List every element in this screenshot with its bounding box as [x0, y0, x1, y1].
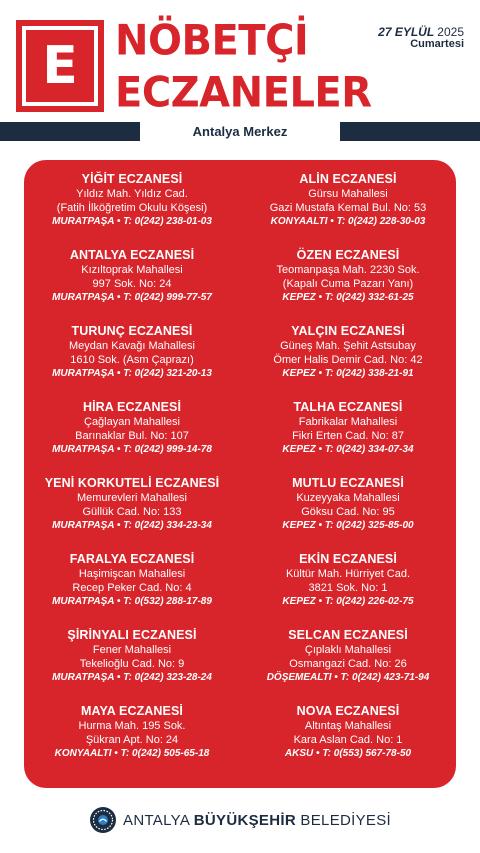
pharmacy-address-line: Gazi Mustafa Kemal Bul. No: 53	[269, 202, 427, 214]
pharmacy-entry	[240, 248, 456, 324]
pharmacy-phone: KEPEZ • T: 0(242) 226-02-75	[282, 596, 414, 607]
pharmacy-name: YALÇIN ECZANESİ	[291, 324, 405, 338]
pharmacy-entry	[240, 476, 456, 552]
pharmacy-name: FARALYA ECZANESİ	[69, 552, 195, 566]
pharmacy-phone: KEPEZ • T: 0(242) 338-21-91	[282, 368, 414, 379]
pharmacy-address-line: Güllük Cad. No: 133	[82, 506, 182, 518]
pharmacy-phone: MURATPAŞA • T: 0(242) 334-23-34	[52, 520, 212, 531]
logo-e-letter: E	[42, 36, 78, 96]
pharmacy-phone: AKSU • T: 0(553) 567-78-50	[284, 748, 412, 759]
pharmacy-address-line: Fabrikalar Mahallesi	[298, 416, 398, 428]
pharmacy-phone: MURATPAŞA • T: 0(242) 999-77-57	[52, 292, 212, 303]
pharmacy-address-line: Gürsu Mahallesi	[308, 188, 388, 200]
pharmacy-entry	[24, 552, 240, 628]
pharmacy-entry	[24, 628, 240, 704]
pharmacy-entry	[240, 324, 456, 400]
pharmacy-entry	[240, 552, 456, 628]
pharmacy-entry	[240, 704, 456, 780]
pharmacy-name: MAYA ECZANESİ	[80, 704, 184, 718]
pharmacy-name: SELCAN ECZANESİ	[288, 628, 408, 642]
logo-e-frame	[22, 26, 98, 106]
pharmacy-phone: KONYAALTI • T: 0(242) 228-30-03	[270, 216, 426, 227]
date-line	[378, 26, 464, 39]
pharmacy-entry	[24, 172, 240, 248]
pharmacy-address-line: Fener Mahallesi	[92, 644, 172, 656]
pharmacy-address-line: 997 Sok. No: 24	[92, 278, 172, 290]
footer-org-part3: BELEDİYESİ	[295, 811, 391, 829]
pharmacy-address-line: Kızıltoprak Mahallesi	[81, 264, 183, 276]
pharmacy-entry	[24, 704, 240, 780]
pharmacy-address-line: Memurevleri Mahallesi	[76, 492, 188, 504]
pharmacy-phone: KEPEZ • T: 0(242) 334-07-34	[282, 444, 414, 455]
pharmacy-address-line: Tekelioğlu Cad. No: 9	[79, 658, 185, 670]
pharmacy-address-line: Şükran Apt. No: 24	[85, 734, 179, 746]
footer-org-part1: ANTALYA	[123, 811, 194, 829]
pharmacy-phone: MURATPAŞA • T: 0(242) 323-28-24	[52, 672, 212, 683]
pharmacy-address-line: Meydan Kavağı Mahallesi	[69, 340, 195, 352]
pharmacy-address-line: (Fatih İlköğretim Okulu Köşesi)	[56, 202, 208, 214]
pharmacy-phone: KONYAALTI • T: 0(242) 505-65-18	[54, 748, 210, 759]
logo-e-box	[16, 20, 104, 112]
page-title-line-2: ECZANELER	[115, 68, 372, 118]
pharmacy-phone: MURATPAŞA • T: 0(242) 999-14-78	[52, 444, 212, 455]
pharmacy-address-line: Güneş Mah. Şehit Astsubay	[280, 340, 416, 352]
pharmacy-address-line: Teomanpaşa Mah. 2230 Sok.	[276, 264, 420, 276]
date-day-month: 27 EYLÜL	[378, 25, 434, 39]
pharmacy-name: NOVA ECZANESİ	[296, 704, 400, 718]
pharmacy-address-line: Göksu Cad. No: 95	[301, 506, 395, 518]
pharmacy-phone: KEPEZ • T: 0(242) 325-85-00	[282, 520, 414, 531]
pharmacy-name: ANTALYA ECZANESİ	[69, 248, 195, 262]
footer	[0, 800, 480, 840]
pharmacy-name: MUTLU ECZANESİ	[292, 476, 404, 490]
pharmacy-entry	[240, 628, 456, 704]
pharmacy-phone: MURATPAŞA • T: 0(242) 321-20-13	[52, 368, 212, 379]
pharmacy-phone: MURATPAŞA • T: 0(532) 288-17-89	[52, 596, 212, 607]
pharmacy-address-line: Ömer Halis Demir Cad. No: 42	[273, 354, 423, 366]
pharmacy-address-line: (Kapalı Cuma Pazarı Yanı)	[282, 278, 414, 290]
pharmacy-name: HİRA ECZANESİ	[82, 400, 182, 414]
footer-org-part2: BÜYÜKŞEHİR	[193, 811, 296, 829]
pharmacy-address-line: Osmangazi Cad. No: 26	[289, 658, 407, 670]
pharmacy-phone: MURATPAŞA • T: 0(242) 238-01-03	[52, 216, 212, 227]
pharmacy-entry	[240, 172, 456, 248]
pharmacy-name: YİĞİT ECZANESİ	[81, 172, 183, 186]
pharmacy-address-line: Barınaklar Bul. No: 107	[75, 430, 189, 442]
pharmacy-address-line: 1610 Sok. (Asm Çaprazı)	[70, 354, 194, 366]
pharmacy-name: TURUNÇ ECZANESİ	[71, 324, 193, 338]
region-label: Antalya Merkez	[140, 122, 340, 141]
date-weekday: Cumartesi	[410, 37, 464, 50]
pharmacy-address-line: Hurma Mah. 195 Sok.	[78, 720, 186, 732]
page-title-line-1: NÖBETÇİ	[115, 16, 309, 66]
pharmacy-address-line: Yıldız Mah. Yıldız Cad.	[76, 188, 188, 200]
pharmacy-entry	[24, 248, 240, 324]
pharmacy-address-line: Çıplaklı Mahallesi	[304, 644, 392, 656]
pharmacy-phone: DÖŞEMEALTI • T: 0(242) 423-71-94	[266, 672, 430, 683]
pharmacy-name: YENİ KORKUTELİ ECZANESİ	[44, 476, 220, 490]
pharmacy-card	[24, 160, 456, 788]
pharmacy-entry	[24, 400, 240, 476]
pharmacy-address-line: Altıntaş Mahallesi	[304, 720, 392, 732]
pharmacy-address-line: Fikri Erten Cad. No: 87	[292, 430, 404, 442]
date-block	[378, 26, 464, 50]
pharmacy-address-line: Kültür Mah. Hürriyet Cad.	[285, 568, 411, 580]
pharmacy-name: ŞİRİNYALI ECZANESİ	[67, 628, 197, 642]
date-year: 2025	[437, 25, 464, 39]
pharmacy-address-line: 3821 Sok. No: 1	[308, 582, 388, 594]
pharmacy-address-line: Kuzeyyaka Mahallesi	[296, 492, 400, 504]
pharmacy-name: ALİN ECZANESİ	[299, 172, 397, 186]
footer-org-name	[123, 812, 391, 829]
pharmacy-address-line: Haşimişcan Mahallesi	[78, 568, 186, 580]
pharmacy-address-line: Çağlayan Mahallesi	[84, 416, 180, 428]
pharmacy-name: ÖZEN ECZANESİ	[296, 248, 400, 262]
pharmacy-entry	[24, 324, 240, 400]
pharmacy-column-right	[240, 172, 456, 780]
pharmacy-entry	[24, 476, 240, 552]
pharmacy-address-line: Recep Peker Cad. No: 4	[72, 582, 192, 594]
municipality-emblem-icon	[89, 806, 117, 834]
pharmacy-entry	[240, 400, 456, 476]
pharmacy-name: TALHA ECZANESİ	[293, 400, 403, 414]
pharmacy-name: EKİN ECZANESİ	[299, 552, 397, 566]
pharmacy-column-left	[24, 172, 240, 780]
pharmacy-phone: KEPEZ • T: 0(242) 332-61-25	[282, 292, 414, 303]
pharmacy-address-line: Kara Aslan Cad. No: 1	[293, 734, 403, 746]
